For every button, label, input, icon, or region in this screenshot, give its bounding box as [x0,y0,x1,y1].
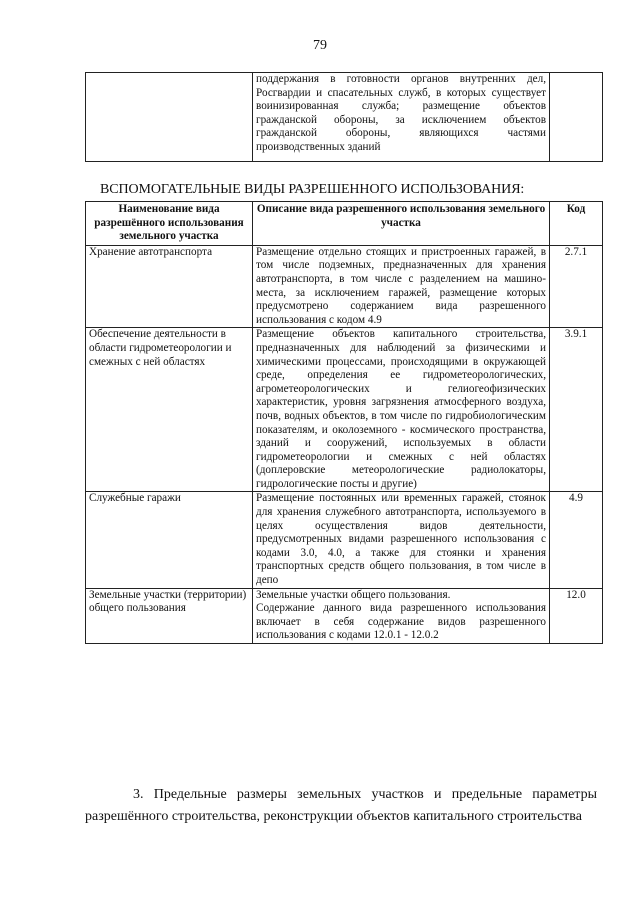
use-code: 2.7.1 [550,245,603,328]
use-description-line: Содержание данного вида разрешенного использования включает в себя содержание видов разрешенного использования с кодами 12.0.1 - 12.0.2 [256,602,546,642]
page-number: 79 [313,38,327,53]
use-description: Размещение отдельно стоящих и пристроенных гаражей, в том числе подземных, предназначенных для хранения автотранспорта, в том числе с разделением на машино-места, за исключением гаражей, размещение которых предусмотрено содержанием вида разрешенного использования с кодом 4.9 [253,245,550,328]
continuation-table [85,72,603,162]
use-name: Обеспечение деятельности в области гидрометеорологии и смежных с ней областях [86,328,253,492]
table-cell-empty [550,73,603,162]
header-name: Наименование вида разрешённого использования земельного участка [86,202,253,246]
use-name: Хранение автотранспорта [86,245,253,328]
table-row [86,328,603,492]
use-name: Служебные гаражи [86,492,253,588]
use-description-line: Земельные участки общего пользования. [256,588,451,601]
section-paragraph: 3. Предельные размеры земельных участков и предельные параметры разрешённого строительства, реконструкции объектов капитального строительства [85,787,597,824]
table-row [86,245,603,328]
continuation-description: поддержания в готовности органов внутренних дел, Росгвардии и спасательных служб, в которых существует воинизированная служба; размещение объектов гражданской обороны, за исключением объектов гражданской обороны, являющихся частями производственных зданий [253,73,550,162]
table-row [86,492,603,588]
table-row [86,73,603,162]
table-header-row [86,202,603,246]
use-description: Размещение объектов капитального строительства, предназначенных для наблюдений за физическими и химическими процессами, происходящими в окружающей среде, определения ее гидрометеорологических, агрометеорологических и гелиогеофизических характеристик, уровня загрязнения атмосферного воздуха, почв, водных объектов, в том числе по гидробиологическим показателям, и околоземного - космического пространства, зданий и сооружений, используемых в области гидрометеорологии и смежных с ней областях (доплеровские метеорологические радиолокаторы, гидрологические посты и другие) [253,328,550,492]
use-description: Размещение постоянных или временных гаражей, стоянок для хранения служебного автотранспорта, используемого в целях осуществления видов деятельности, предусмотренных видами разрешенного использования с кодами 3.0, 4.0, а также для стоянки и хранения транспортных средств общего пользования, в том числе в депо [253,492,550,588]
use-description [253,588,550,643]
header-code: Код [550,202,603,246]
use-name: Земельные участки (территории) общего пользования [86,588,253,643]
header-description: Описание вида разрешенного использования земельного участка [253,202,550,246]
section-heading: ВСПОМОГАТЕЛЬНЫЕ ВИДЫ РАЗРЕШЕННОГО ИСПОЛЬЗОВАНИЯ: [100,182,525,197]
use-code: 3.9.1 [550,328,603,492]
use-code: 12.0 [550,588,603,643]
permitted-uses-table [85,201,603,644]
table-cell-empty [86,73,253,162]
table-row [86,588,603,643]
use-code: 4.9 [550,492,603,588]
